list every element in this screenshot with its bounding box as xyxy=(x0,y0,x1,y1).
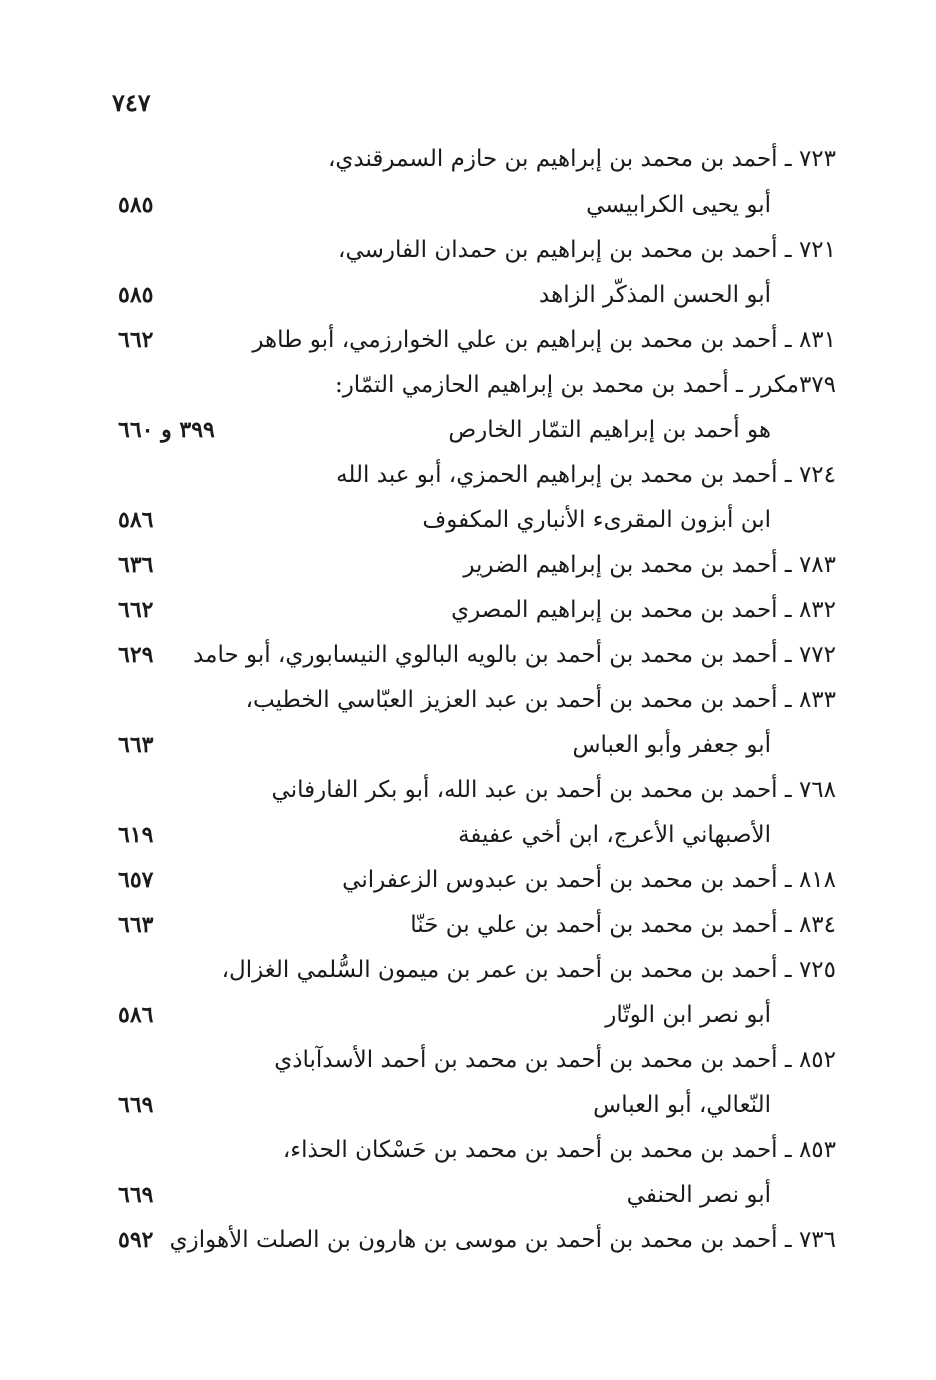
entry-text: ٧٢٤ ـ أحمد بن محمد بن إبراهيم الحمزي، أبو عبد الله xyxy=(336,462,836,488)
entry-text: ٧٢٥ ـ أحمد بن محمد بن أحمد بن عمر بن ميمون السُّلمي الغزال، xyxy=(221,957,836,983)
entry-text: ٨٥٣ ـ أحمد بن محمد بن أحمد بن محمد بن حَسْكان الحذاء، xyxy=(282,1137,836,1163)
page-ref: ٦٦٩ xyxy=(118,1092,154,1118)
index-line xyxy=(0,903,936,948)
index-line xyxy=(0,813,936,858)
entry-text: ٨٣٤ ـ أحمد بن محمد بن أحمد بن علي بن حَنّا xyxy=(410,912,836,938)
page-ref: ٥٨٦ xyxy=(118,507,154,533)
entry-text: ٨٥٢ ـ أحمد بن محمد بن أحمد بن محمد بن أحمد الأسدآباذي xyxy=(274,1047,836,1073)
index-line xyxy=(0,363,936,408)
entry-text: ٧٢١ ـ أحمد بن محمد بن إبراهيم بن حمدان الفارسي، xyxy=(338,237,836,263)
page-ref: ٦٦٣ xyxy=(118,732,154,758)
page-ref: ٦٢٩ xyxy=(118,642,154,668)
index-line xyxy=(0,183,936,228)
entry-text: النّعالي، أبو العباس xyxy=(593,1092,771,1118)
index-line xyxy=(0,408,936,453)
entry-text: أبو نصر الحنفي xyxy=(626,1182,771,1208)
entry-text: هو أحمد بن إبراهيم التمّار الخارص xyxy=(448,417,771,443)
index-line xyxy=(0,318,936,363)
index-line xyxy=(0,768,936,813)
index-line xyxy=(0,1218,936,1263)
entry-text: ٣٧٩مكرر ـ أحمد بن محمد بن إبراهيم الحازمي التمّار: xyxy=(334,372,836,398)
entry-text: ٨٣٢ ـ أحمد بن محمد بن إبراهيم المصري xyxy=(451,597,836,623)
entry-text: ٧٦٨ ـ أحمد بن محمد بن أحمد بن عبد الله، أبو بكر الفارفاني xyxy=(271,777,836,803)
page-ref: ٦٦٢ xyxy=(118,327,154,353)
entry-text: ٨٣٣ ـ أحمد بن محمد بن أحمد بن عبد العزيز العبّاسي الخطيب، xyxy=(245,687,836,713)
page-ref: ٦٦٣ xyxy=(118,912,154,938)
index-line xyxy=(0,948,936,993)
entry-text: أبو نصر ابن الوتّار xyxy=(605,1002,771,1028)
page-ref: ٥٨٥ xyxy=(118,282,154,308)
page-ref: ٣٩٩ و ٦٦٠ xyxy=(118,417,215,443)
index-line xyxy=(0,1038,936,1083)
page-ref: ٥٩٢ xyxy=(118,1227,154,1253)
page-ref: ٦٦٢ xyxy=(118,597,154,623)
index-line xyxy=(0,858,936,903)
page-ref: ٥٨٥ xyxy=(118,192,154,218)
index-line xyxy=(0,453,936,498)
page-ref: ٦٥٧ xyxy=(118,867,154,893)
entry-text: الأصبهاني الأعرج، ابن أخي عفيفة xyxy=(458,822,771,848)
page-ref: ٥٨٦ xyxy=(118,1002,154,1028)
entry-text: ٧٣٦ ـ أحمد بن محمد بن أحمد بن موسى بن هارون بن الصلت الأهوازي xyxy=(169,1227,836,1253)
entry-text: أبو يحيى الكرابيسي xyxy=(586,192,771,218)
index-line xyxy=(0,1173,936,1218)
page-number: ٧٤٧ xyxy=(112,88,151,117)
entry-text: ٧٢٣ ـ أحمد بن محمد بن إبراهيم بن حازم السمرقندي، xyxy=(327,146,836,172)
index-line xyxy=(0,588,936,633)
entry-text: ٨١٨ ـ أحمد بن محمد بن أحمد بن عبدوس الزعفراني xyxy=(342,867,836,893)
index-line xyxy=(0,633,936,678)
index-line xyxy=(0,678,936,723)
entry-text: ٨٣١ ـ أحمد بن محمد بن إبراهيم بن علي الخوارزمي، أبو طاهر xyxy=(252,327,836,353)
entry-text: ٧٨٣ ـ أحمد بن محمد بن إبراهيم الضرير xyxy=(463,552,836,578)
entry-text: أبو جعفر وأبو العباس xyxy=(572,732,771,758)
page-ref: ٦٦٩ xyxy=(118,1182,154,1208)
index-line xyxy=(0,137,936,182)
index-line xyxy=(0,498,936,543)
index-line xyxy=(0,228,936,273)
index-line xyxy=(0,273,936,318)
index-line xyxy=(0,1128,936,1173)
page-ref: ٦٣٦ xyxy=(118,552,154,578)
index-line xyxy=(0,1083,936,1128)
index-line xyxy=(0,993,936,1038)
entry-text: ٧٧٢ ـ أحمد بن محمد بن أحمد بن بالويه البالوي النيسابوري، أبو حامد xyxy=(193,642,836,668)
entry-text: أبو الحسن المذكّر الزاهد xyxy=(539,282,771,308)
entry-text: ابن أبزون المقرىء الأنباري المكفوف xyxy=(422,507,771,533)
index-line xyxy=(0,723,936,768)
page-ref: ٦١٩ xyxy=(118,822,154,848)
index-line xyxy=(0,543,936,588)
